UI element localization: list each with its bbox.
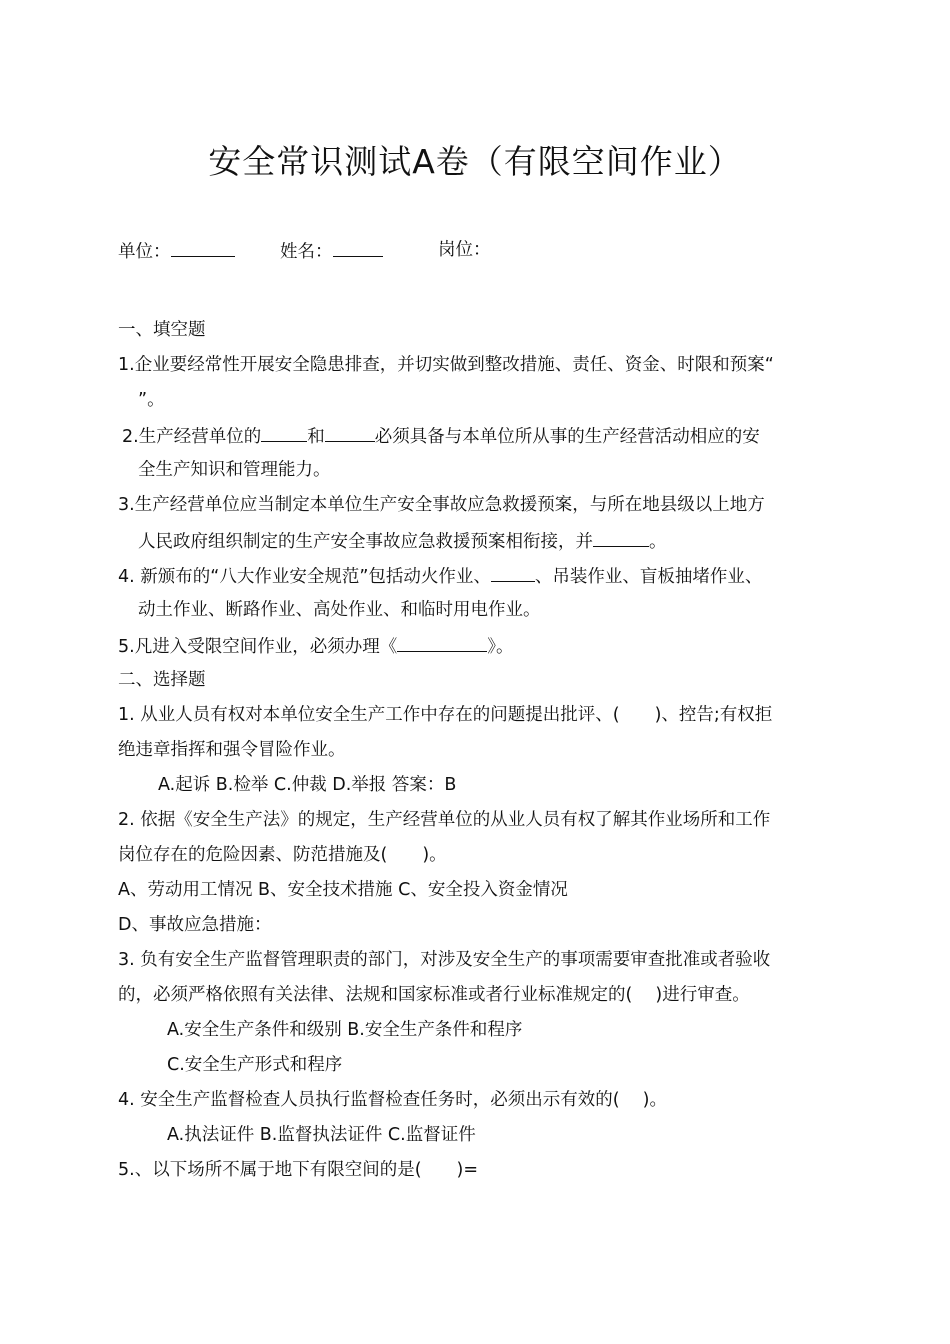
fill-blank [593,528,649,547]
fill-blank [397,633,487,652]
fill-q1-line2: ”。 [138,390,165,410]
fill-q2-line1 [122,423,760,449]
name-field [280,238,383,264]
fill-q4-text-a: 4. 新颁布的“八大作业安全规范”包括动火作业、 [118,567,491,587]
fill-q4-text-b: 、吊装作业、盲板抽堵作业、 [534,567,763,587]
choice-q4-options: A.执法证件 B.监督执法证件 C.监督证件 [167,1125,476,1145]
fill-q5-line1 [118,633,513,659]
fill-blank [261,423,307,442]
fill-q3-line1: 3.生产经营单位应当制定本单位生产安全事故应急救援预案，与所在地县级以上地方 [118,495,765,515]
choice-q2-options-1: A、劳动用工情况 B、安全技术措施 C、安全投入资金情况 [118,880,568,900]
choice-q2-line2: 岗位存在的危险因素、防范措施及( )。 [118,845,447,865]
unit-field [118,238,235,264]
choice-q2-options-2: D、事故应急措施： [118,915,272,935]
choice-q1-options: A.起诉 B.检举 C.仲裁 D.举报 答案：B [158,775,457,795]
fill-blank [325,423,375,442]
post-label: 岗位： [438,240,491,260]
choice-q2-line1: 2. 依据《安全生产法》的规定，生产经营单位的从业人员有权了解其作业场所和工作 [118,810,771,830]
fill-q3-text-a: 人民政府组织制定的生产安全事故应急救援预案相衔接，并 [138,532,593,552]
choice-q1-line1: 1. 从业人员有权对本单位安全生产工作中存在的问题提出批评、( )、控告;有权拒 [118,705,773,725]
fill-q2-text-c: 必须具备与本单位所从事的生产经营活动相应的安 [374,427,760,447]
fill-blank [491,563,535,582]
fill-q2-text-b: 和 [307,427,325,447]
choice-q3-options-2: C.安全生产形式和程序 [167,1055,343,1075]
fill-q5-text-b: 》。 [487,637,514,657]
choice-q3-line2: 的，必须严格依照有关法律、法规和国家标准或者行业标准规定的( )进行审查。 [118,985,750,1005]
fill-q4-line2: 动土作业、断路作业、高处作业、和临时用电作业。 [138,600,541,620]
name-label: 姓名： [280,242,333,262]
unit-blank [171,238,235,257]
choice-q5-line1: 5.、以下场所不属于地下有限空间的是( )= [118,1160,479,1180]
section-heading-choice: 二、选择题 [118,670,206,690]
page-title: 安全常识测试A卷（有限空间作业） [208,142,742,181]
fill-q5-text-a: 5.凡进入受限空间作业，必须办理《 [118,637,398,657]
fill-q3-text-b: 。 [649,532,667,552]
unit-label: 单位： [118,242,171,262]
choice-q3-options-1: A.安全生产条件和级别 B.安全生产条件和程序 [167,1020,523,1040]
name-blank [333,238,383,257]
choice-q3-line1: 3. 负有安全生产监督管理职责的部门，对涉及安全生产的事项需要审查批准或者验收 [118,950,771,970]
fill-q3-line2 [138,528,667,554]
section-heading-fill: 一、填空题 [118,320,206,340]
fill-q4-line1 [118,563,762,589]
fill-q1-line1: 1.企业要经常性开展安全隐患排查，并切实做到整改措施、责任、资金、时限和预案“ [118,355,774,375]
fill-q2-line2: 全生产知识和管理能力。 [138,460,331,480]
choice-q4-line1: 4. 安全生产监督检查人员执行监督检查任务时，必须出示有效的( )。 [118,1090,667,1110]
post-field [438,238,491,262]
choice-q1-line2: 绝违章指挥和强令冒险作业。 [118,740,346,760]
fill-q2-text-a: 2.生产经营单位的 [122,427,262,447]
